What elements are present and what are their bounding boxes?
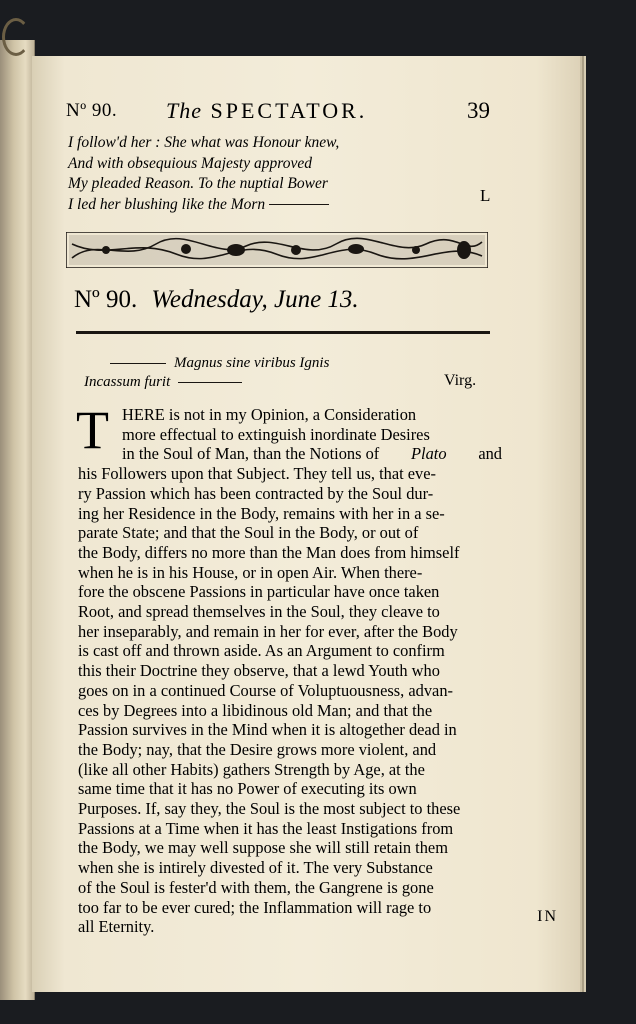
header-title	[166, 98, 367, 124]
verse-line: I led her blushing like the Morn	[68, 195, 266, 213]
motto-line-2-row	[84, 373, 329, 392]
motto-dash	[178, 382, 242, 383]
body-line: when she is intirely divested of it. The very Substance	[78, 858, 433, 878]
body-line: ces by Degrees into a libidinous old Man; and that the	[78, 700, 433, 720]
body-line: is cast off and thrown aside. As an Argument to confirm	[78, 641, 445, 661]
body-line: Purposes. If, say they, the Soul is the most subject to these	[78, 799, 461, 819]
body-line: her inseparably, and remain in her for ever, after the Body	[78, 621, 458, 641]
body-line: all Eternity.	[78, 917, 155, 937]
verse-line: My pleaded Reason. To the nuptial Bower	[68, 175, 328, 192]
verse-line-last	[68, 195, 428, 216]
verse-line: I follow'd her : She what was Honour knew,	[68, 134, 340, 151]
body-line: same time that it has no Power of executing its own	[78, 779, 417, 799]
header-title-main: SPECTATOR.	[210, 98, 368, 123]
body-line: parate State; and that the Soul in the Body, or out of	[78, 523, 419, 543]
body-line: the Body, differs no more than the Man does from himself	[78, 542, 460, 562]
body-line: fore the obscene Passions in particular have once taken	[78, 582, 440, 602]
binding-ring	[2, 18, 30, 56]
latin-motto	[84, 354, 330, 392]
verse-line: And with obsequious Majesty approved	[68, 154, 312, 172]
body-line: in the Soul of Man, than the Notions of Plato and	[122, 444, 502, 464]
page-number: 39	[467, 98, 490, 123]
running-header	[66, 98, 490, 128]
motto-line-1: Magnus sine viribus Ignis	[174, 355, 330, 371]
decorative-headpiece-icon	[66, 232, 488, 268]
body-line: Passions at a Time when it has the least Instigations from	[78, 818, 454, 838]
catchword: IN	[537, 908, 558, 925]
issue-number: Nº 90.	[74, 286, 138, 313]
motto-source: Virg.	[444, 372, 477, 389]
verse-attribution: L	[480, 186, 491, 205]
body-line: too far to be ever cured; the Inflammation will rage to	[78, 897, 432, 917]
header-title-the: The	[166, 98, 202, 123]
body-line: goes on in a continued Course of Voluptuousness, advan-	[78, 680, 453, 700]
heading-rule	[76, 331, 490, 334]
body-line: the Body, we may well suppose she will still retain them	[78, 838, 448, 858]
verse-quotation	[68, 133, 428, 215]
motto-line-1-row	[110, 354, 329, 373]
issue-date: Wednesday, June 13.	[151, 286, 359, 313]
issue-heading	[74, 286, 359, 314]
essay-body	[78, 405, 502, 937]
body-line: ing her Residence in the Body, remains with her in a se-	[78, 503, 445, 523]
body-line: HERE is not in my Opinion, a Consideration	[122, 405, 417, 424]
body-line: this their Doctrine they observe, that a lewd Youth who	[78, 661, 440, 681]
body-line: his Followers upon that Subject. They tell us, that eve-	[78, 464, 436, 484]
motto-dash	[110, 363, 166, 364]
body-line: of the Soul is fester'd with them, the Gangrene is gone	[78, 877, 434, 897]
book-spine	[0, 40, 35, 1000]
body-line: more effectual to extinguish inordinate Desires	[122, 424, 430, 444]
body-line: Root, and spread themselves in the Soul, they cleave to	[78, 602, 440, 622]
header-issue-number: Nº 90.	[66, 100, 118, 121]
motto-line-2: Incassum furit	[84, 374, 171, 390]
drop-cap: T	[76, 408, 109, 452]
body-line: the Body; nay, that the Desire grows more violent, and	[78, 739, 437, 759]
body-line: Passion survives in the Mind when it is altogether dead in	[78, 720, 457, 740]
body-line: (like all other Habits) gathers Strength by Age, at the	[78, 759, 425, 779]
body-line: ry Passion which has been contracted by the Soul dur-	[78, 483, 434, 503]
body-line: when he is in his House, or in open Air. When there-	[78, 562, 423, 582]
verse-dash	[269, 204, 329, 205]
